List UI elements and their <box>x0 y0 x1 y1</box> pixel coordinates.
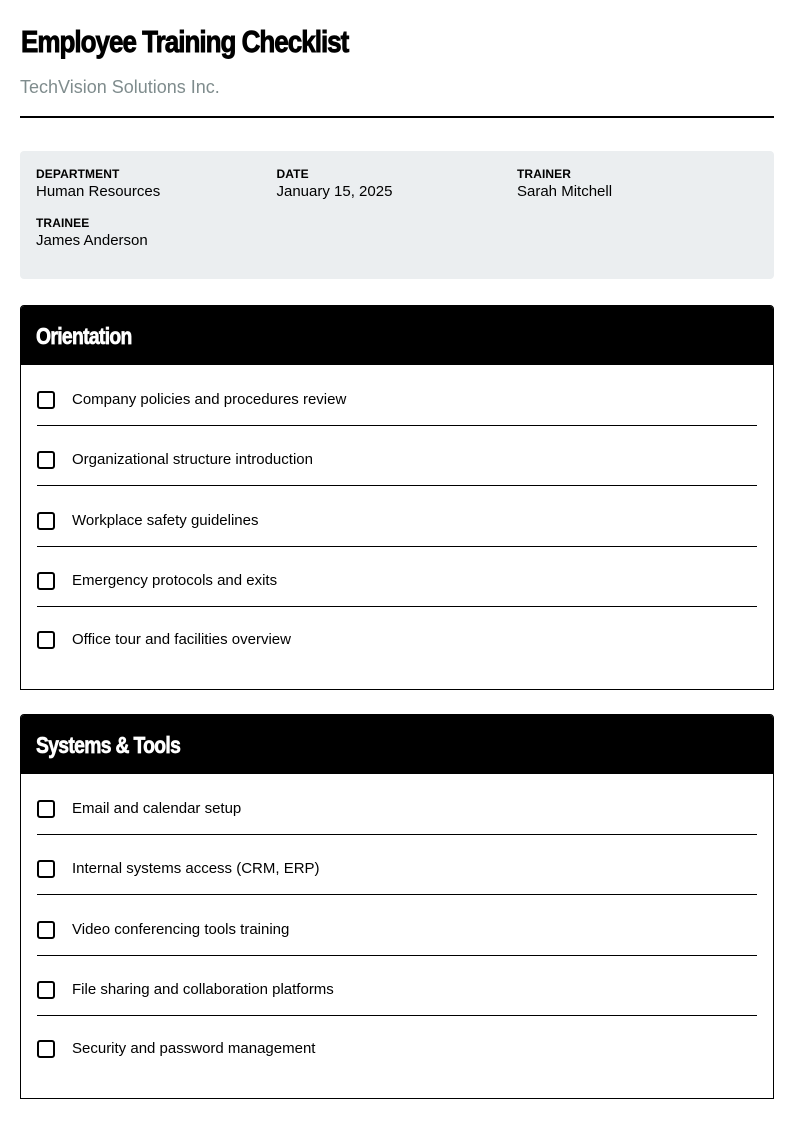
checkbox[interactable] <box>37 860 55 878</box>
trainee-label: TRAINEE <box>36 216 90 230</box>
checklist-item-label: Workplace safety guidelines <box>72 511 259 529</box>
date-value: January 15, 2025 <box>276 183 393 200</box>
section-systems-tools <box>20 714 774 1099</box>
checkbox[interactable] <box>37 800 55 818</box>
company-name: TechVision Solutions Inc. <box>20 77 220 97</box>
checkbox[interactable] <box>37 451 55 469</box>
checkbox[interactable] <box>37 512 55 530</box>
checklist-item-label: Company policies and procedures review <box>72 390 347 408</box>
checklist-item-label: Office tour and facilities overview <box>72 631 291 648</box>
document-header <box>20 24 774 118</box>
section-title: Systems & Tools <box>36 732 181 758</box>
checklist-item[interactable] <box>37 895 757 956</box>
trainee-field <box>36 216 277 253</box>
department-label: DEPARTMENT <box>36 167 120 181</box>
date-label: DATE <box>276 167 309 181</box>
checklist-item[interactable] <box>37 547 757 608</box>
checklist-item[interactable] <box>37 774 757 835</box>
training-info-panel <box>20 151 774 279</box>
checklist <box>21 365 773 689</box>
section-title: Orientation <box>36 323 132 349</box>
checklist-item[interactable] <box>37 956 757 1017</box>
checkbox[interactable] <box>37 1040 55 1058</box>
checklist-item[interactable] <box>37 365 757 426</box>
checkbox[interactable] <box>37 981 55 999</box>
checklist-item-label: File sharing and collaboration platforms <box>72 981 334 999</box>
checklist-item[interactable] <box>37 486 757 547</box>
trainer-field <box>517 167 757 204</box>
checklist-item-label: Security and password management <box>72 1040 316 1057</box>
section-header <box>21 715 773 774</box>
date-field <box>277 167 518 204</box>
checklist-item-label: Emergency protocols and exits <box>72 572 278 590</box>
checkbox[interactable] <box>37 391 55 409</box>
checkbox[interactable] <box>37 572 55 590</box>
section-orientation <box>20 305 774 690</box>
checklist-item[interactable] <box>37 1016 757 1082</box>
section-header <box>21 306 773 365</box>
document-title: Employee Training Checklist <box>21 24 349 59</box>
checklist-item[interactable] <box>37 835 757 896</box>
trainer-label: TRAINER <box>517 167 572 181</box>
checkbox[interactable] <box>37 921 55 939</box>
trainer-value: Sarah Mitchell <box>517 183 613 200</box>
department-field <box>36 167 277 204</box>
checklist-item[interactable] <box>37 607 757 673</box>
checklist-item-label: Video conferencing tools training <box>72 920 290 938</box>
checklist-item-label: Email and calendar setup <box>72 799 242 817</box>
checklist-item-label: Organizational structure introduction <box>72 451 313 469</box>
department-value: Human Resources <box>36 183 161 200</box>
trainee-value: James Anderson <box>36 232 148 249</box>
checklist-item[interactable] <box>37 426 757 487</box>
checklist-item-label: Internal systems access (CRM, ERP) <box>72 860 320 878</box>
checkbox[interactable] <box>37 631 55 649</box>
checklist <box>21 774 773 1098</box>
